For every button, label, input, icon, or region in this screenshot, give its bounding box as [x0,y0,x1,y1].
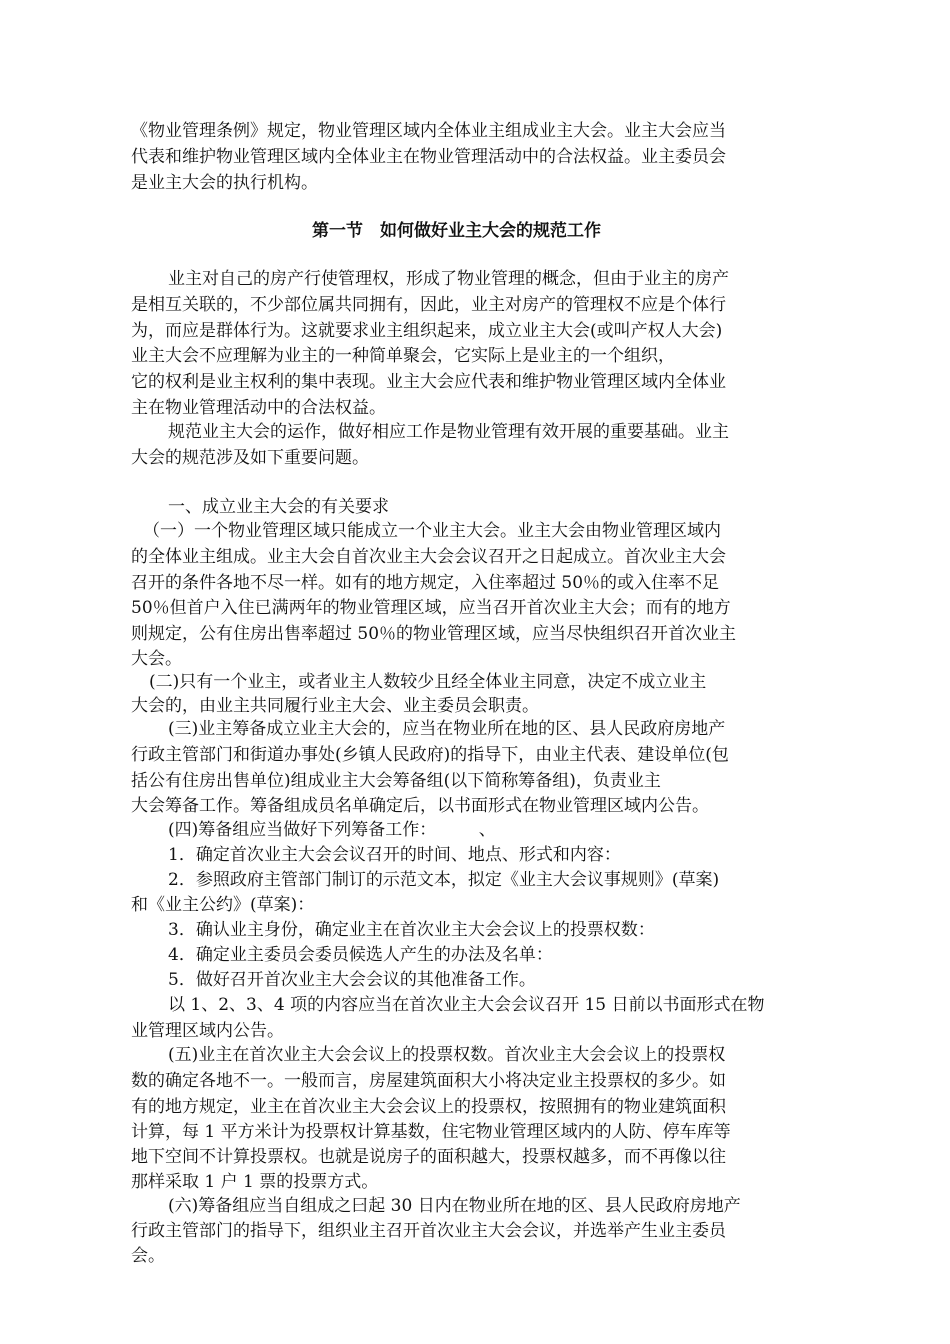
intro-line: 代表和维护物业管理区域内全体业主在物业管理活动中的合法权益。业主委员会 [131,147,726,167]
item-line: 业管理区域内公告。 [131,1021,284,1041]
item-line: 有的地方规定，业主在首次业主大会会议上的投票权，按照拥有的物业建筑面积 [131,1097,726,1117]
subheading: 一、成立业主大会的有关要求 [168,497,389,517]
intro-line: 是业主大会的执行机构。 [131,173,318,193]
item-line: 括公有住房出售单位)组成业主大会筹备组(以下简称筹备组)，负责业主 [131,771,661,791]
item-line: 数的确定各地不一。一般而言，房屋建筑面积大小将决定业主投票权的多少。如 [131,1071,726,1091]
item-line: 行政主管部门和街道办事处(乡镇人民政府)的指导下，由业主代表、建设单位(包 [131,745,729,765]
list-item: 1．确定首次业主大会会议召开的时间、地点、形式和内容： [168,845,621,865]
item-line: 大会。 [131,649,182,669]
intro-line: 《物业管理条例》规定，物业管理区域内全体业主组成业主大会。业主大会应当 [131,121,726,141]
item-line: (四)筹备组应当做好下列筹备工作： 、 [168,820,496,840]
item-line: 行政主管部门的指导下，组织业主召开首次业主大会会议，并选举产生业主委员 [131,1221,726,1241]
item-line: 召开的条件各地不尽一样。如有的地方规定，入住率超过 50％的或入住率不足 [131,573,720,593]
paragraph-line: 业主大会不应理解为业主的一种简单聚会，它实际上是业主的一个组织， [131,346,675,366]
paragraph-line: 规范业主大会的运作，做好相应工作是物业管理有效开展的重要基础。业主 [168,422,729,442]
item-line: 大会的，由业主共同履行业主大会、业主委员会职责。 [131,696,539,716]
item-line: （一）一个物业管理区域只能成立一个业主大会。业主大会由物业管理区域内 [143,521,721,541]
item-line: (二)只有一个业主，或者业主人数较少且经全体业主同意，决定不成立业主 [149,672,707,692]
item-line: 则规定，公有住房出售率超过 50％的物业管理区域，应当尽快组织召开首次业主 [131,624,737,644]
item-line: 的全体业主组成。业主大会自首次业主大会会议召开之日起成立。首次业主大会 [131,547,726,567]
paragraph-line: 是相互关联的，不少部位属共同拥有，因此，业主对房产的管理权不应是个体行 [131,295,726,315]
item-line: 那样采取 1 户 1 票的投票方式。 [131,1172,379,1192]
paragraph-line: 为，而应是群体行为。这就要求业主组织起来，成立业主大会(或叫产权人大会) [131,321,723,341]
paragraph-line: 业主对自己的房产行使管理权，形成了物业管理的概念，但由于业主的房产 [168,269,729,289]
item-line: (三)业主筹备成立业主大会的，应当在物业所在地的区、县人民政府房地产 [168,719,726,739]
item-line: 计算，每 1 平方米计为投票权计算基数，住宅物业管理区域内的人防、停车库等 [131,1122,731,1142]
paragraph-line: 它的权利是业主权利的集中表现。业主大会应代表和维护物业管理区域内全体业 [131,372,726,392]
item-line: 地下空间不计算投票权。也就是说房子的面积越大，投票权越多，而不再像以往 [131,1147,726,1167]
section-title: 第一节 如何做好业主大会的规范工作 [312,221,601,241]
list-item: 2．参照政府主管部门制订的示范文本，拟定《业主大会议事规则》(草案) [168,870,720,890]
item-line: (六)筹备组应当自组成之曰起 30 日内在物业所在地的区、县人民政府房地产 [168,1196,741,1216]
item-line: (五)业主在首次业主大会会议上的投票权数。首次业主大会会议上的投票权 [168,1045,726,1065]
list-item: 3．确认业主身份，确定业主在首次业主大会会议上的投票权数： [168,920,655,940]
paragraph-line: 主在物业管理活动中的合法权益。 [131,398,386,418]
list-item: 和《业主公约》(草案)： [131,895,315,915]
item-line: 会。 [131,1246,165,1266]
list-item: 4．确定业主委员会委员候选人产生的办法及名单： [168,945,553,965]
item-line: 大会筹备工作。筹备组成员名单确定后，以书面形式在物业管理区域内公告。 [131,796,709,816]
item-line: 以 1、2、3、4 项的内容应当在首次业主大会会议召开 15 日前以书面形式在物 [168,995,765,1015]
paragraph-line: 大会的规范涉及如下重要问题。 [131,448,369,468]
list-item: 5．做好召开首次业主大会会议的其他准备工作。 [168,970,536,990]
item-line: 50％但首户入住已满两年的物业管理区域，应当召开首次业主大会；而有的地方 [131,598,731,618]
